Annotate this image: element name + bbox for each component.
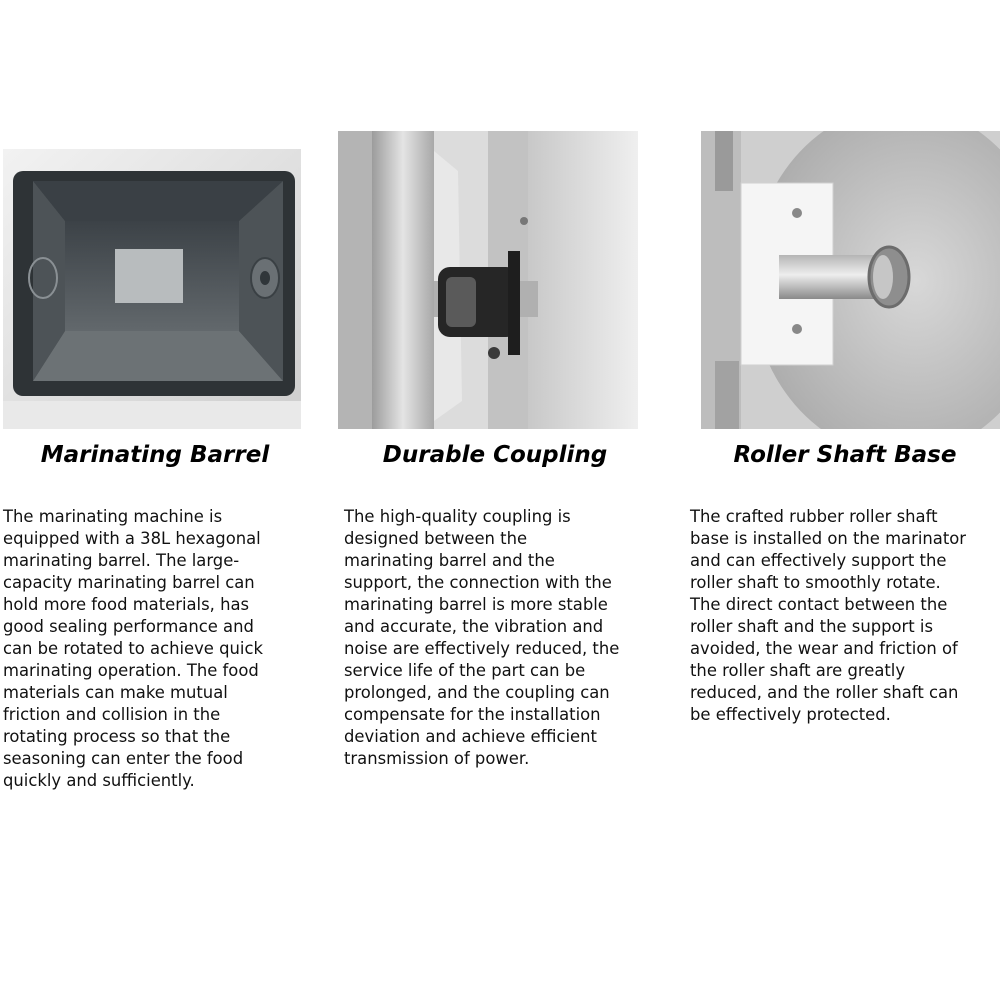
description-line: noise are effectively reduced, the — [344, 639, 620, 658]
description-line: avoided, the wear and friction of — [690, 639, 958, 658]
description-line: designed between the — [344, 529, 528, 548]
description-line: The direct contact between the — [690, 595, 948, 614]
section-description-marinating-barrel — [3, 506, 303, 792]
description-line: quickly and sufficiently. — [3, 771, 195, 790]
description-line: roller shaft to smoothly rotate. — [690, 573, 941, 592]
description-line: friction and collision in the — [3, 705, 221, 724]
description-line: and can effectively support the — [690, 551, 947, 570]
description-line: marinating operation. The food — [3, 661, 259, 680]
marinating-barrel-photo — [3, 131, 301, 429]
description-line: materials can make mutual — [3, 683, 228, 702]
section-title-durable-coupling: Durable Coupling — [382, 442, 608, 468]
description-line: hold more food materials, has — [3, 595, 250, 614]
section-description-roller-shaft-base — [690, 506, 1000, 726]
description-line: prolonged, and the coupling can — [344, 683, 610, 702]
description-line: transmission of power. — [344, 749, 530, 768]
description-line: rotating process so that the — [3, 727, 231, 746]
description-line: marinating barrel. The large- — [3, 551, 240, 570]
description-line: The marinating machine is — [3, 507, 223, 526]
description-line: the roller shaft are greatly — [690, 661, 906, 680]
description-line: service life of the part can be — [344, 661, 586, 680]
section-title-marinating-barrel: Marinating Barrel — [40, 442, 270, 468]
description-line: and accurate, the vibration and — [344, 617, 604, 636]
description-line: capacity marinating barrel can — [3, 573, 255, 592]
description-line: deviation and achieve efficient — [344, 727, 597, 746]
description-line: be effectively protected. — [690, 705, 891, 724]
description-line: The crafted rubber roller shaft — [690, 507, 938, 526]
section-description-durable-coupling — [344, 506, 654, 770]
description-line: good sealing performance and — [3, 617, 254, 636]
description-line: reduced, and the roller shaft can — [690, 683, 959, 702]
description-line: support, the connection with the — [344, 573, 612, 592]
description-line: can be rotated to achieve quick — [3, 639, 263, 658]
description-line: seasoning can enter the food — [3, 749, 244, 768]
roller-shaft-base-photo — [701, 131, 1000, 429]
description-line: marinating barrel and the — [344, 551, 555, 570]
coupling-photo — [338, 131, 638, 429]
description-line: compensate for the installation — [344, 705, 601, 724]
description-line: marinating barrel is more stable — [344, 595, 608, 614]
description-line: base is installed on the marinator — [690, 529, 967, 548]
section-title-roller-shaft-base: Roller Shaft Base — [733, 442, 957, 468]
description-line: equipped with a 38L hexagonal — [3, 529, 261, 548]
description-line: The high-quality coupling is — [344, 507, 571, 526]
description-line: roller shaft and the support is — [690, 617, 934, 636]
